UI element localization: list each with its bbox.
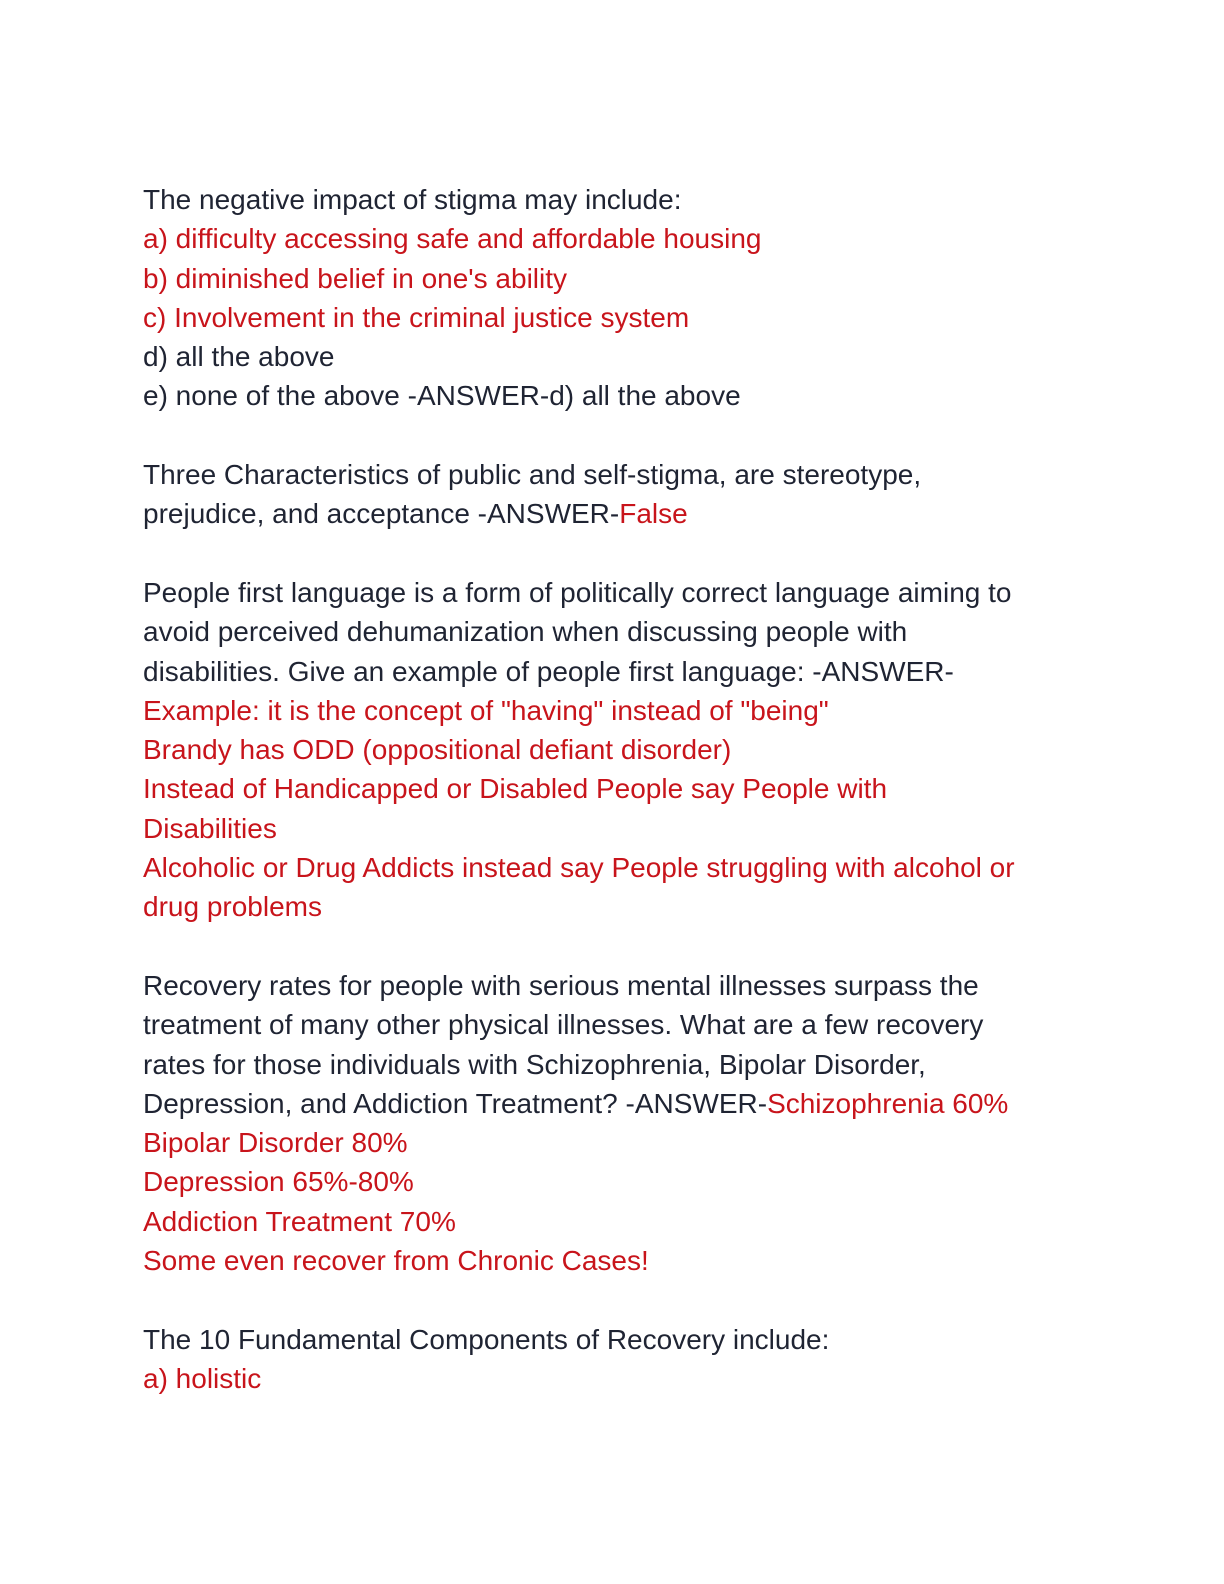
q4-line-4 (143, 1084, 1083, 1123)
q3-answer-line: Instead of Handicapped or Disabled People say People with (143, 773, 888, 805)
q3-line-3: disabilities. Give an example of people first language: -ANSWER- (143, 655, 954, 687)
q2-line-2-prefix: prejudice, and acceptance -ANSWER- (143, 498, 620, 530)
q3-line-1: People first language is a form of politically correct language aiming to (143, 576, 1012, 608)
q3-line-2: avoid perceived dehumanization when discussing people with (143, 616, 908, 648)
q1-option-b: b) diminished belief in one's ability (143, 262, 568, 294)
spacer (143, 416, 1083, 455)
q4-answer-line: Some even recover from Chronic Cases! (143, 1245, 649, 1277)
q1-option-e: e) none of the above -ANSWER-d) all the above (143, 380, 741, 412)
q5-stem: The 10 Fundamental Components of Recovery include: (143, 1323, 830, 1355)
q4-line-1: Recovery rates for people with serious mental illnesses surpass the (143, 969, 979, 1001)
q4-answer-line: Addiction Treatment 70% (143, 1205, 456, 1237)
q4-line-2: treatment of many other physical illnesses. What are a few recovery (143, 1009, 984, 1041)
q4-line-3: rates for those individuals with Schizophrenia, Bipolar Disorder, (143, 1048, 926, 1080)
q3-answer-line: drug problems (143, 891, 322, 923)
q3-answer-line: Brandy has ODD (oppositional defiant disorder) (143, 734, 732, 766)
q3-answer-line: Alcoholic or Drug Addicts instead say People struggling with alcohol or (143, 852, 1015, 884)
spacer (143, 1280, 1083, 1319)
q4-line-4-prefix: Depression, and Addiction Treatment? -ANSWER- (143, 1087, 768, 1119)
spacer (143, 927, 1083, 966)
q1-stem: The negative impact of stigma may include: (143, 184, 682, 215)
q2-line-1: Three Characteristics of public and self-stigma, are stereotype, (143, 459, 922, 491)
q4-answer-line: Bipolar Disorder 80% (143, 1127, 408, 1159)
q5-option-a: a) holistic (143, 1362, 262, 1394)
q3-answer-line: Disabilities (143, 812, 277, 844)
q2-line-2 (143, 494, 1083, 533)
document-page (143, 180, 1083, 1398)
spacer (143, 534, 1083, 573)
q1-option-d: d) all the above (143, 341, 335, 373)
q3-answer-line: Example: it is the concept of "having" instead of "being" (143, 694, 829, 726)
q4-answer-line: Depression 65%-80% (143, 1166, 414, 1198)
q1-option-a: a) difficulty accessing safe and affordable housing (143, 223, 762, 255)
q1-option-c: c) Involvement in the criminal justice system (143, 301, 690, 333)
q2-answer: False (619, 498, 688, 530)
q4-line-4-answer: Schizophrenia 60% (767, 1087, 1009, 1119)
